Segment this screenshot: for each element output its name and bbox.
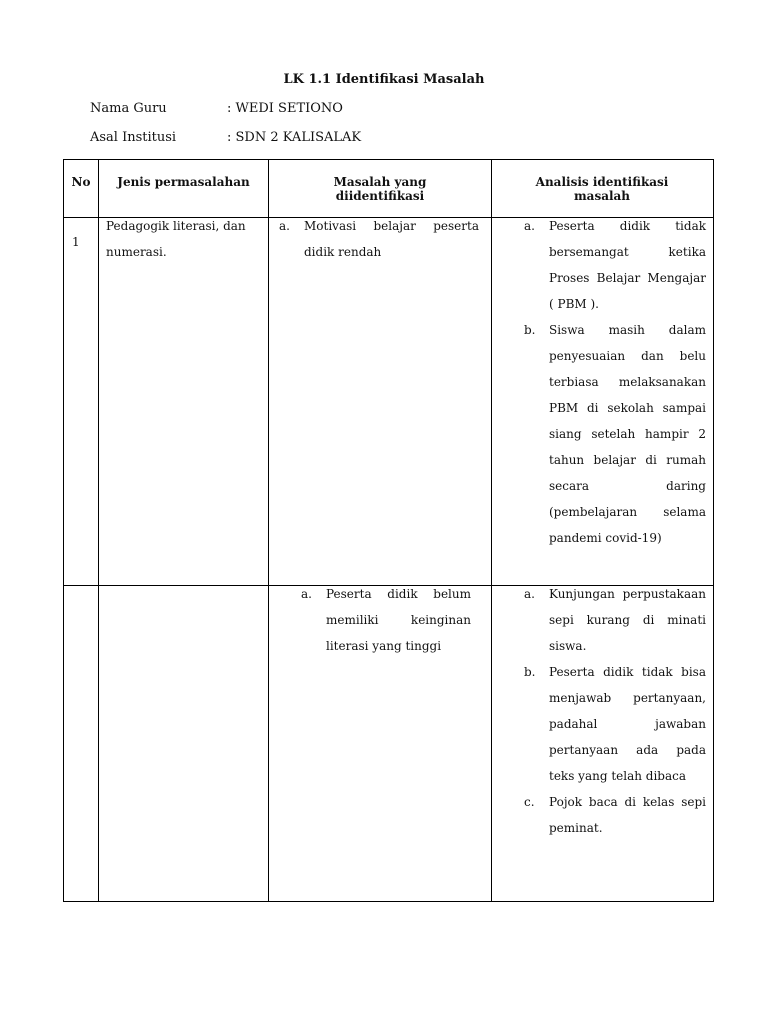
list-marker: a.	[524, 219, 535, 233]
table-border-right	[713, 159, 714, 902]
header-analisis: Analisis identifikasi masalah	[535, 175, 669, 203]
row1-jenis: Pedagogik literasi, dan numerasi.	[106, 219, 246, 259]
table-border-bottom	[63, 901, 714, 902]
list-text: Pojok baca di kelas sepi peminat.	[549, 795, 706, 835]
row1-analisis	[524, 213, 706, 551]
list-marker: c.	[524, 795, 535, 809]
header-masalah: Masalah yang diidentifikasi	[333, 175, 427, 203]
list-marker: a.	[279, 219, 290, 233]
row2-analisis-item	[524, 789, 706, 841]
row1-analisis-item	[524, 213, 706, 317]
nama-guru-value: : WEDI SETIONO	[227, 101, 343, 116]
column-divider-2	[268, 159, 269, 902]
row1-analisis-item	[524, 317, 706, 551]
document-title: LK 1.1 Identifikasi Masalah	[283, 72, 485, 87]
list-marker: a.	[301, 587, 312, 601]
row1-masalah-item	[279, 213, 479, 265]
row2-analisis	[524, 581, 706, 841]
table-border-left	[63, 159, 64, 902]
list-text: Peserta didik tidak bisa menjawab pertanyaan, padahal jawaban pertanyaan ada pada teks yang telah dibaca	[549, 665, 706, 783]
list-marker: a.	[524, 587, 535, 601]
column-divider-3	[491, 159, 492, 902]
header-jenis-permasalahan: Jenis permasalahan	[117, 175, 250, 189]
list-text: Peserta didik belum memiliki keinginan literasi yang tinggi	[326, 587, 471, 653]
row2-masalah-item	[301, 581, 471, 659]
list-text: Kunjungan perpustakaan sepi kurang di minati siswa.	[549, 587, 706, 653]
row1-no: 1	[72, 235, 80, 249]
row2-masalah	[301, 581, 471, 659]
header-no: No	[71, 175, 91, 189]
row2-analisis-item	[524, 659, 706, 789]
list-marker: b.	[524, 323, 536, 337]
asal-institusi-value: : SDN 2 KALISALAK	[227, 130, 362, 145]
list-text: Siswa masih dalam penyesuaian dan belu terbiasa melaksanakan PBM di sekolah sampai siang setelah hampir 2 tahun belajar di rumah secara daring (pembelajaran selama pandemi covid-19)	[549, 323, 706, 545]
table-border-top	[63, 159, 714, 160]
row2-analisis-item	[524, 581, 706, 659]
column-divider-1	[98, 159, 99, 902]
nama-guru-label: Nama Guru	[90, 101, 167, 116]
list-marker: b.	[524, 665, 536, 679]
list-text: Motivasi belajar peserta didik rendah	[304, 219, 479, 259]
list-text: Peserta didik tidak bersemangat ketika Proses Belajar Mengajar ( PBM ).	[549, 219, 706, 311]
row1-masalah	[279, 213, 479, 265]
asal-institusi-label: Asal Institusi	[90, 130, 177, 145]
